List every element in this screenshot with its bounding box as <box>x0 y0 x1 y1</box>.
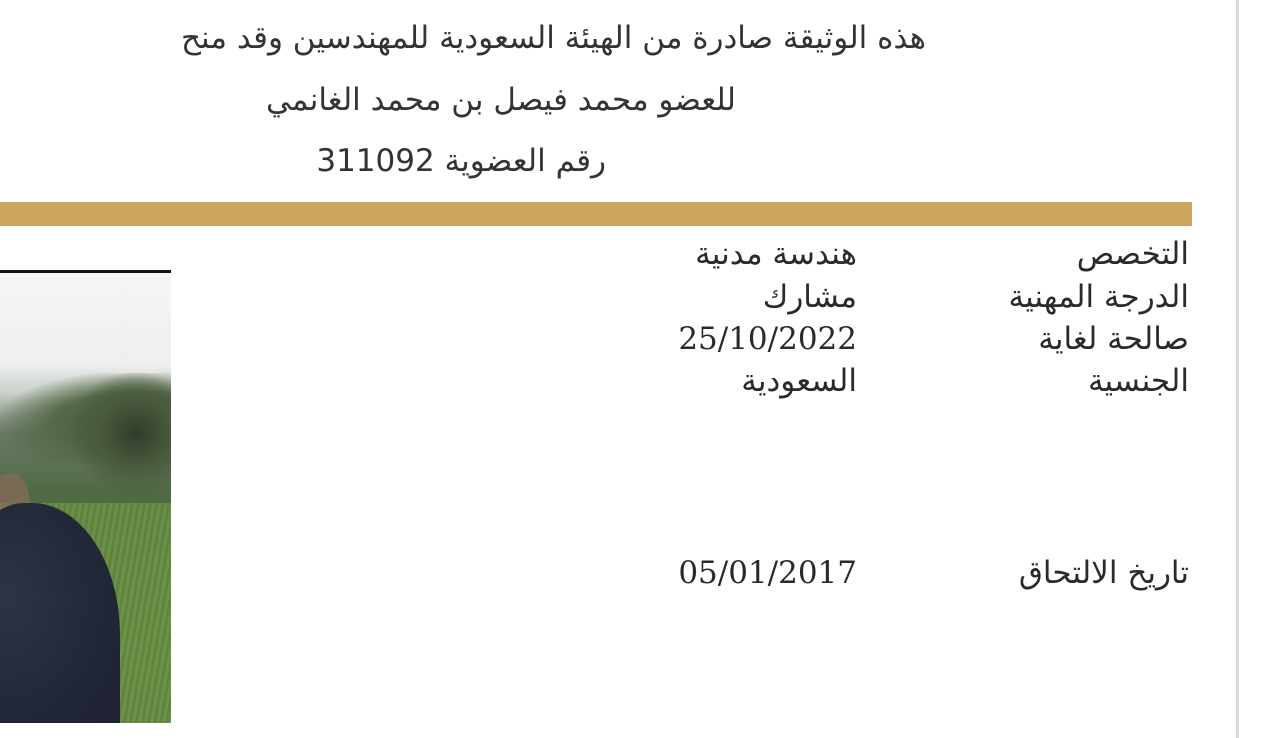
detail-label: التخصص <box>1076 236 1189 272</box>
gold-divider-bar <box>0 202 1192 226</box>
detail-row-join-date <box>0 555 1284 597</box>
page-edge-divider <box>1236 0 1239 738</box>
member-photo <box>0 270 171 723</box>
detail-label: تاريخ الالتحاق <box>1018 555 1189 591</box>
member-name-line: للعضو محمد فيصل بن محمد الغانمي <box>265 82 736 118</box>
detail-value: 25/10/2022 <box>678 321 857 357</box>
photo-background-tree <box>70 373 171 493</box>
detail-row-professional-grade <box>0 279 1284 321</box>
detail-value: مشارك <box>762 279 857 315</box>
detail-row-valid-until <box>0 321 1284 363</box>
membership-number-line: رقم العضوية 311092 <box>316 143 606 179</box>
detail-value: السعودية <box>741 363 857 399</box>
detail-row-nationality <box>0 363 1284 405</box>
detail-label: الدرجة المهنية <box>1008 279 1189 315</box>
detail-row-specialization <box>0 236 1284 278</box>
detail-value: 05/01/2017 <box>678 555 857 591</box>
document-issuer-statement: هذه الوثيقة صادرة من الهيئة السعودية للمهندسين وقد منح <box>181 20 926 56</box>
detail-label: الجنسية <box>1087 363 1189 399</box>
detail-value: هندسة مدنية <box>695 236 857 272</box>
detail-label: صالحة لغاية <box>1038 321 1189 357</box>
